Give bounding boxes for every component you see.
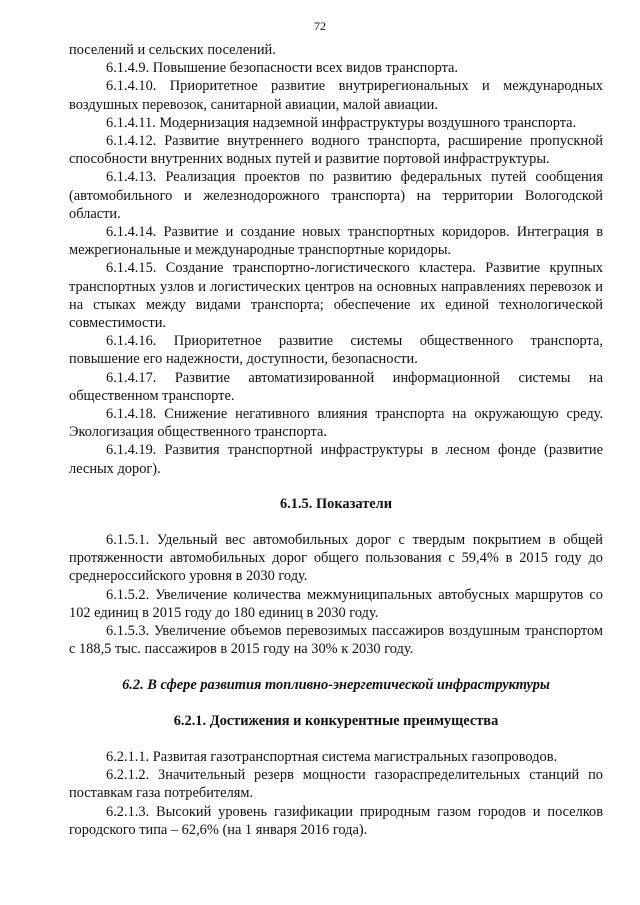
paragraph: 6.2.1.3. Высокий уровень газификации природным газом городов и поселков городского типа – 62,6% (на 1 января 2016 года). xyxy=(69,803,603,838)
paragraph: 6.1.4.13. Реализация проектов по развитию федеральных путей сообщения (автомобильного и железнодорожного транспорта) на территории Вологодской области. xyxy=(69,169,603,222)
paragraph: 6.1.4.12. Развитие внутреннего водного транспорта, расширение пропускной способности внутренних водных путей и развитие портовой инфраструктуры. xyxy=(69,133,603,168)
paragraph: 6.1.4.11. Модернизация надземной инфраструктуры воздушного транспорта. xyxy=(106,114,577,131)
paragraph: 6.1.4.19. Развития транспортной инфраструктуры в лесном фонде (развитие лесных дорог). xyxy=(69,442,603,477)
paragraph: 6.1.4.16. Приоритетное развитие системы общественного транспорта, повышение его надежности, доступности, безопасности. xyxy=(69,333,603,368)
paragraph: поселений и сельских поселений. xyxy=(69,42,276,58)
paragraph: 6.1.4.18. Снижение негативного влияния транспорта на окружающую среду. Экологизация общественного транспорта. xyxy=(69,406,603,441)
paragraph: 6.1.4.9. Повышение безопасности всех видов транспорта. xyxy=(106,60,459,77)
paragraph: 6.1.5.2. Увеличение количества межмуниципальных автобусных маршрутов со 102 единиц в 2015 году до 180 единиц в 2030 году. xyxy=(69,586,603,621)
paragraph: 6.1.4.10. Приоритетное развитие внутрирегиональных и международных воздушных перевозок, санитарной авиации, малой авиации. xyxy=(69,78,603,113)
paragraph: 6.1.4.17. Развитие автоматизированной информационной системы на общественном транспорте. xyxy=(69,369,603,404)
paragraph: 6.1.5.3. Увеличение объемов перевозимых пассажиров воздушным транспортом с 188,5 тыс. пассажиров в 2015 году на 30% к 2030 году. xyxy=(69,623,603,658)
document-body xyxy=(69,41,603,839)
section-heading-achievements: 6.2.1. Достижения и конкурентные преимущества xyxy=(173,712,499,729)
paragraph: 6.1.5.1. Удельный вес автомобильных дорог с твердым покрытием в общей протяженности автомобильных дорог общего пользования с 59,4% в 2015 году до среднероссийского уровня в 2030 году. xyxy=(69,532,603,585)
section-heading-indicators: 6.1.5. Показатели xyxy=(279,495,393,512)
page-number: 72 xyxy=(314,19,326,33)
paragraph: 6.1.4.14. Развитие и создание новых транспортных коридоров. Интеграция в межрегиональные и международные транспортные коридоры. xyxy=(69,224,603,259)
section-heading-energy: 6.2. В сфере развития топливно-энергетической инфраструктуры xyxy=(122,676,550,693)
paragraph: 6.1.4.15. Создание транспортно-логистического кластера. Развитие крупных транспортных узлов и логистических центров на основных направлениях перевозок и на стыках между видами транспорта; обеспечение их единой технологической совместимости. xyxy=(69,260,603,332)
paragraph: 6.2.1.2. Значительный резерв мощности газораспределительных станций по поставкам газа потребителям. xyxy=(69,767,603,802)
paragraph: 6.2.1.1. Развитая газотранспортная система магистральных газопроводов. xyxy=(106,748,558,765)
